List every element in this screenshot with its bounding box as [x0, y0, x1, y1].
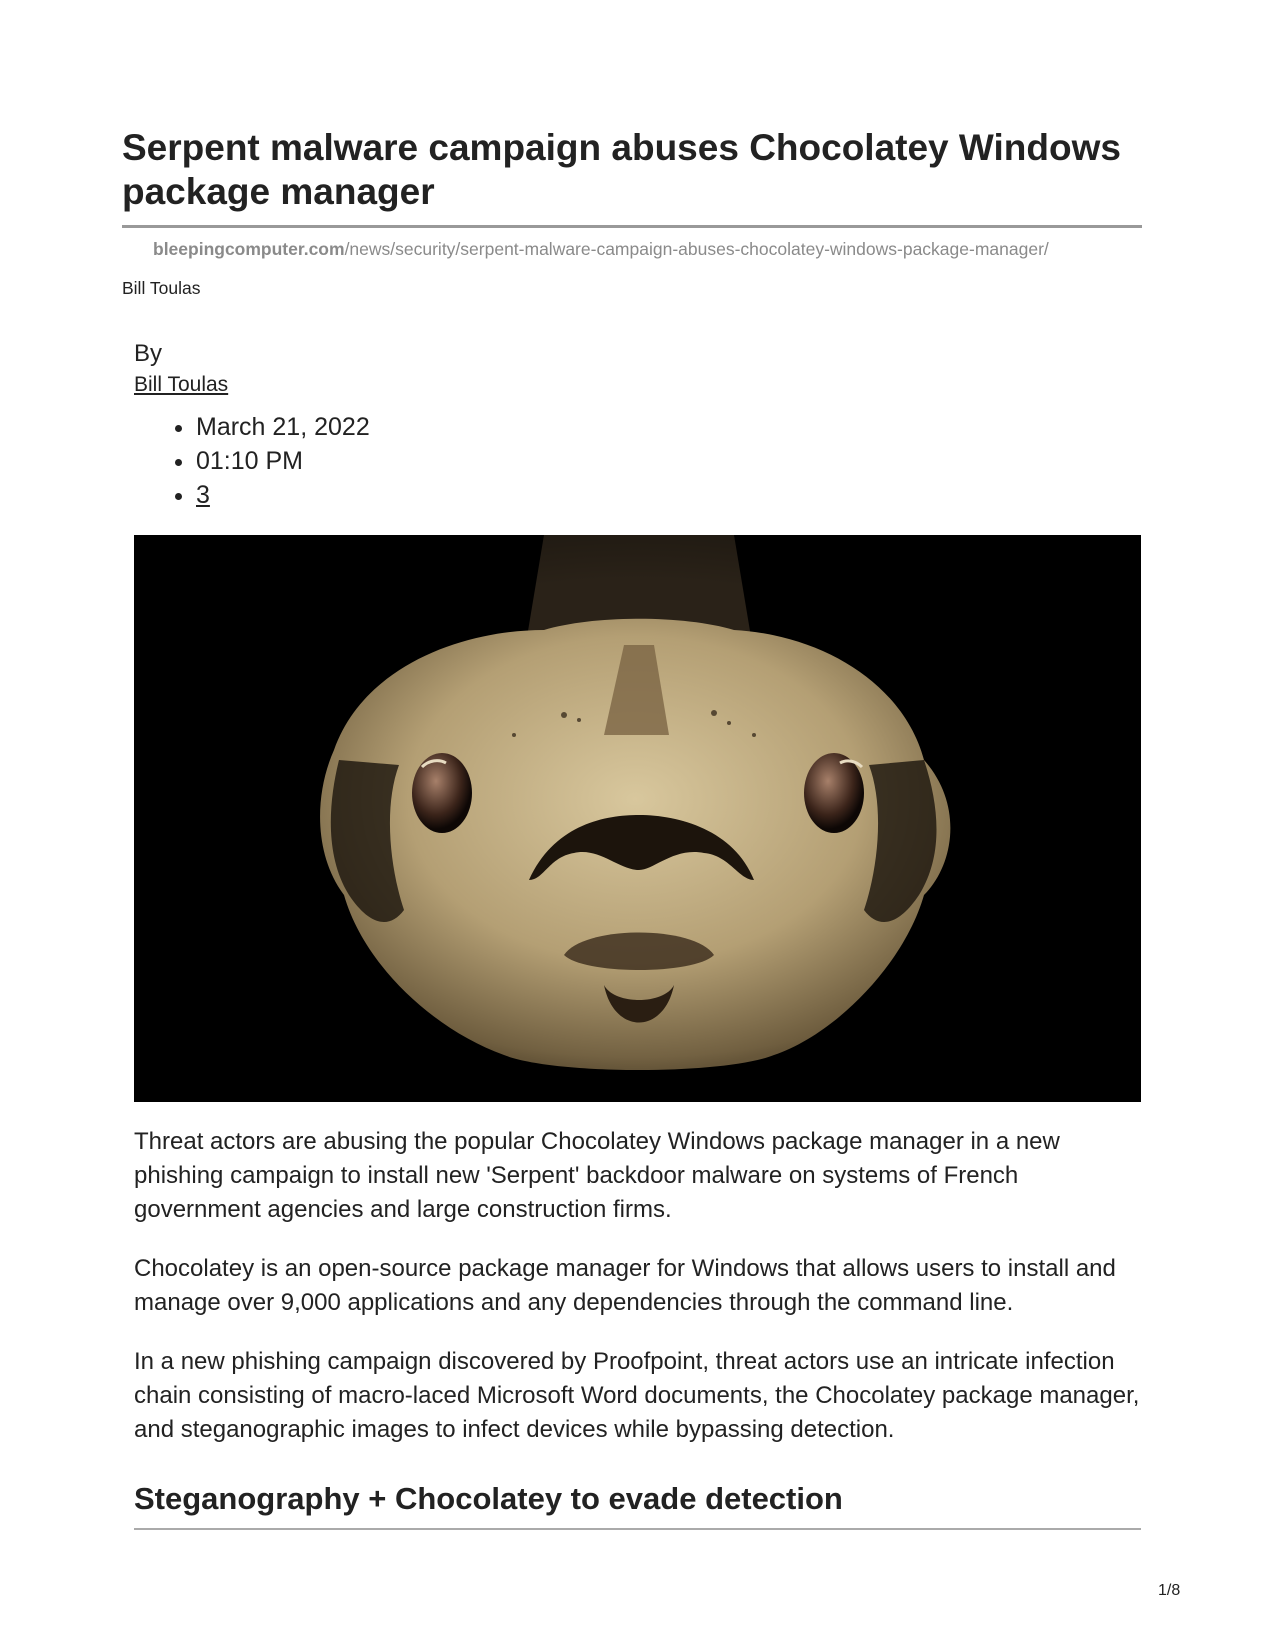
article-meta-list	[134, 410, 370, 512]
page-number: 1/8	[1158, 1582, 1181, 1599]
author-name: Bill Toulas	[122, 278, 201, 298]
article-paragraph: Chocolatey is an open-source package manager for Windows that allows users to install and manage over 9,000 applications and any dependencies through the command line.	[134, 1255, 1116, 1316]
byline-prefix: By	[134, 340, 163, 367]
byline-author-link[interactable]: Bill Toulas	[134, 373, 229, 396]
article-paragraph: In a new phishing campaign discovered by Proofpoint, threat actors use an intricate infection chain consisting of macro-laced Microsoft Word documents, the Chocolatey package manager, and steganographic images to infect devices while bypassing detection.	[134, 1348, 1140, 1443]
publish-date: • March 21, 2022	[196, 410, 370, 444]
source-path: /news/security/serpent-malware-campaign-abuses-chocolatey-windows-package-manager/	[344, 239, 1049, 259]
snake-head-icon	[134, 535, 1141, 1102]
section-heading: Steganography + Chocolatey to evade detection	[134, 1481, 843, 1516]
section-divider	[134, 1528, 1141, 1530]
publish-time: • 01:10 PM	[196, 444, 370, 478]
article-title: Serpent malware campaign abuses Chocolatey Windows package manager	[122, 127, 1121, 212]
article-paragraph: Threat actors are abusing the popular Chocolatey Windows package manager in a new phishing campaign to install new 'Serpent' backdoor malware on systems of French government agencies and large construction firms.	[134, 1128, 1060, 1223]
title-divider	[122, 225, 1142, 228]
source-domain: bleepingcomputer.com	[153, 239, 345, 259]
hero-image	[134, 535, 1141, 1102]
comment-count-link[interactable]: 3	[196, 481, 210, 509]
source-url[interactable]	[153, 239, 1049, 260]
